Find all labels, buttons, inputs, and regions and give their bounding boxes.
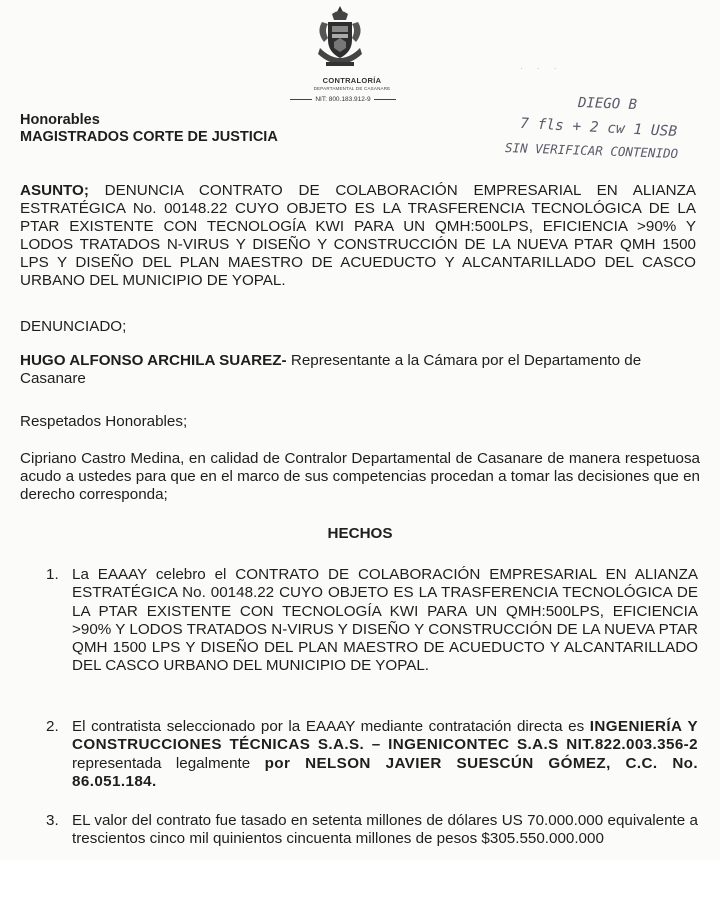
- denounced-role: Representante a la Cámara por el Departamento de Casanare: [20, 352, 642, 387]
- list-item: [46, 718, 698, 791]
- list-item-text: La EAAAY celebro el CONTRATO DE COLABORACIÓN EMPRESARIAL EN ALIANZA ESTRATÉGICA No. 00148.22 CUYO OBJETO ES LA TRASFERENCIA TECNOLÓGICA DE LA PTAR EXISTENTE CON TECNOLOGÍA KWI PARA UN QMH:500LPS, EFICIENCIA >90% Y LODOS TRATADOS N-VIRUS Y DISEÑO Y CONSTRUCCIÓN DE LA NUEVA PTAR QMH 1500 LPS Y DISEÑO DEL PLAN MAESTRO DE ACUEDUCTO Y ALCANTARILLADO DEL CASCO URBANO DEL MUNICIPIO DE YOPAL.: [72, 566, 698, 675]
- list-item-number: 1.: [46, 566, 59, 583]
- subject-paragraph: [20, 182, 696, 290]
- org-subtitle: DEPARTAMENTAL DE CASANARE: [313, 86, 391, 91]
- handwritten-note-2: 7 fls + 2 cw 1 USB: [519, 115, 678, 141]
- contractor-name: INGENIERÍA Y CONSTRUCCIONES TÉCNICAS S.A.S. – INGENICONTEC S.A.S NIT.822.003.356-2: [72, 718, 698, 754]
- recipient: MAGISTRADOS CORTE DE JUSTICIA: [20, 129, 278, 145]
- handwritten-note-1: DIEGO B: [577, 94, 638, 114]
- org-name: CONTRALORÍA: [322, 76, 382, 85]
- list-item: [46, 812, 698, 860]
- list-item: [46, 566, 698, 676]
- coat-of-arms-icon: [312, 4, 368, 74]
- page-margin: [0, 860, 720, 907]
- org-nit: NIT: 800.183.912-9: [276, 96, 410, 103]
- legal-representative: por NELSON JAVIER SUESCÚN GÓMEZ, C.C. No. 86.051.184.: [72, 754, 698, 790]
- section-title: HECHOS: [327, 525, 393, 542]
- denounced-label: DENUNCIADO;: [20, 318, 127, 335]
- list-item-text: EL valor del contrato fue tasado en setenta millones de dólares US 70.000.000 equivalente a trescientos cinco mil quinientos cincuenta millones de pesos $305.550.000.000: [72, 812, 698, 848]
- scan-marks: · · ·: [520, 64, 563, 73]
- subject-text: DENUNCIA CONTRATO DE COLABORACIÓN EMPRESARIAL EN ALIANZA ESTRATÉGICA No. 00148.22 CUYO OBJETO ES LA TRASFERENCIA TECNOLÓGICA DE LA PTAR EXISTENTE CON TECNOLOGÍA KWI PARA UN QMH:500LPS, EFICIENCIA >90% Y LODOS TRATADOS N-VIRUS Y DISEÑO Y CONSTRUCCIÓN DE LA NUEVA PTAR QMH 1500 LPS Y DISEÑO DEL PLAN MAESTRO DE ACUEDUCTO Y ALCANTARILLADO DEL CASCO URBANO DEL MUNICIPIO DE YOPAL.: [20, 182, 696, 289]
- list-item-number: 3.: [46, 812, 59, 829]
- denounced-name: HUGO ALFONSO ARCHILA SUAREZ-: [20, 352, 287, 369]
- handwritten-note-3: SIN VERIFICAR CONTENIDO: [504, 139, 679, 162]
- greeting: Respetados Honorables;: [20, 413, 188, 430]
- intro-paragraph: Cipriano Castro Medina, en calidad de Contralor Departamental de Casanare de manera respetuosa acudo a ustedes para que en el marco de sus competencias procedan a tomar las decisiones que en derecho corresponda;: [20, 450, 700, 503]
- denounced-paragraph: [20, 352, 700, 388]
- list-item-text: El contratista seleccionado por la EAAAY mediante contratación directa es INGENIERÍA Y CONSTRUCCIONES TÉCNICAS S.A.S. – INGENICONTEC S.A.S NIT.822.003.356-2 representada legalmente por NELSON JAVIER SUESCÚN GÓMEZ, C.C. No. 86.051.184.: [72, 718, 698, 790]
- list-item-number: 2.: [46, 718, 59, 735]
- subject-label: ASUNTO;: [20, 182, 89, 199]
- salutation: Honorables: [20, 112, 100, 128]
